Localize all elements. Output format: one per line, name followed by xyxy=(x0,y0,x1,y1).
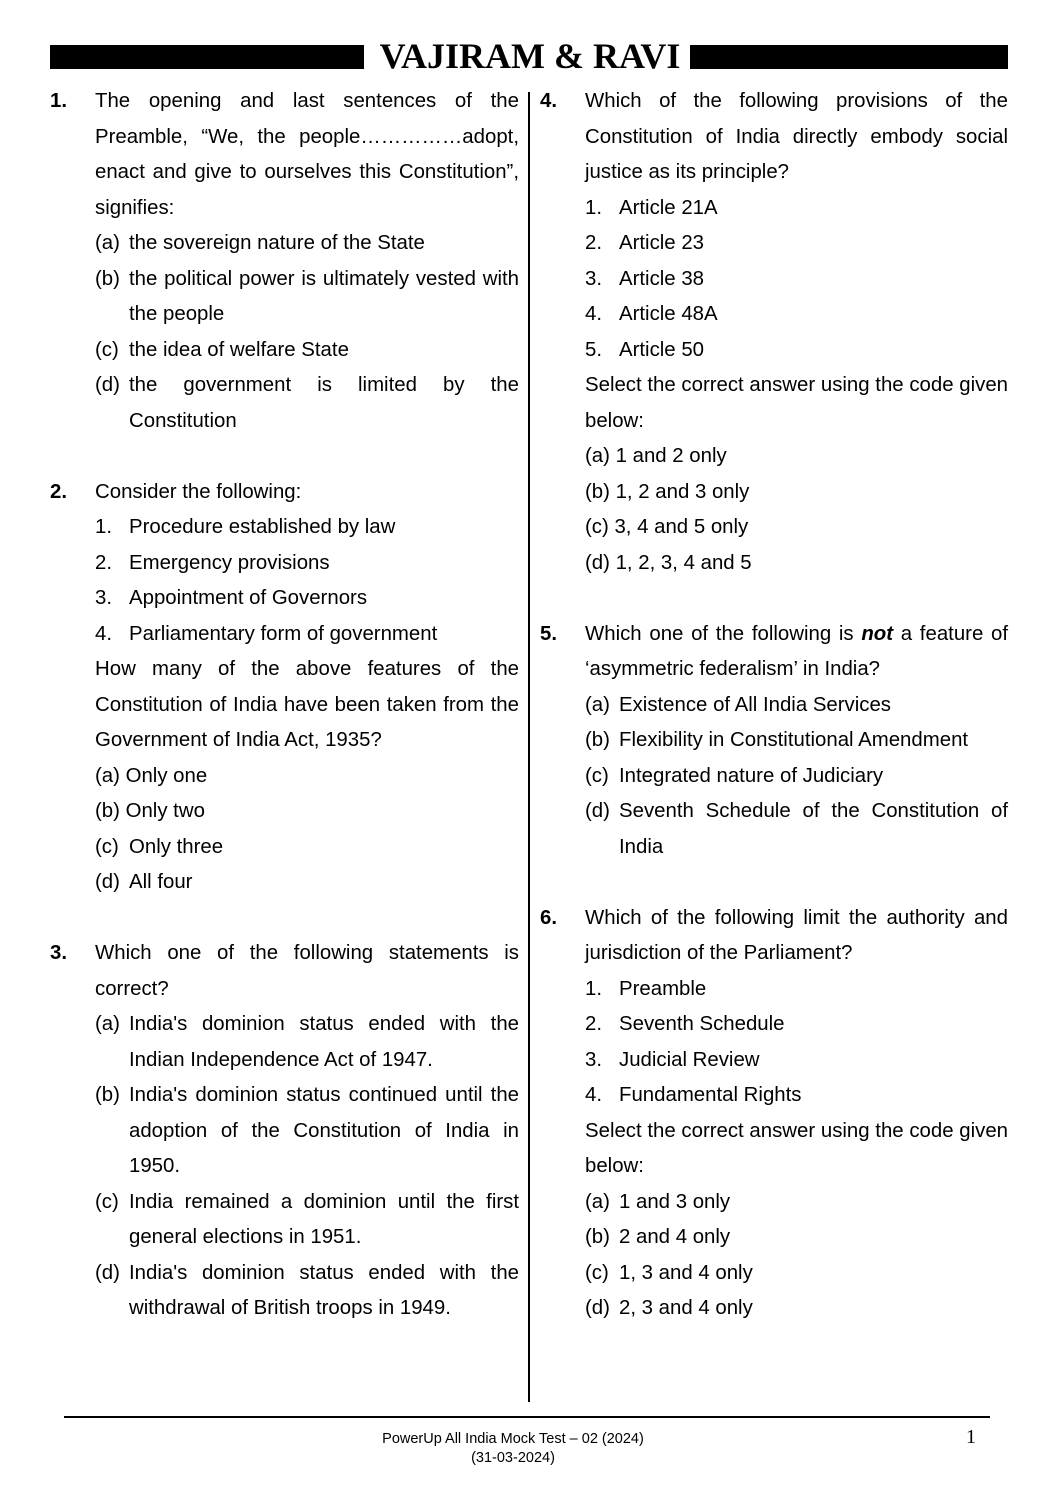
question-3 xyxy=(50,936,519,1327)
option-text: 1, 2, 3, 4 and 5 xyxy=(615,551,752,574)
question-6 xyxy=(540,901,1008,1327)
option-mark: (a) xyxy=(585,1190,610,1213)
list-text: Article 38 xyxy=(619,267,704,290)
footer-date: (31-03-2024) xyxy=(471,1450,555,1466)
option-a xyxy=(585,688,1008,724)
option-mark: (c) xyxy=(95,835,119,858)
list-mark: 4. xyxy=(585,1084,603,1106)
list-text: Article 50 xyxy=(619,338,704,361)
option-text: India's dominion status continued until the adoption of the Constitution of India in 1950. xyxy=(129,1084,519,1177)
question-number: 3. xyxy=(50,942,68,964)
list-item xyxy=(95,581,519,617)
option-text: the political power is ultimately vested with the people xyxy=(129,267,519,325)
right-column xyxy=(540,84,1008,1327)
question-number: 5. xyxy=(540,622,558,645)
list-text: Article 48A xyxy=(619,303,718,325)
option-d xyxy=(585,1291,1008,1327)
option-text: the sovereign nature of the State xyxy=(129,232,425,254)
list-mark: 1. xyxy=(95,516,113,538)
list-text: Procedure established by law xyxy=(129,516,396,538)
question-1 xyxy=(50,84,519,439)
question-number: 1. xyxy=(50,90,68,112)
list-mark: 2. xyxy=(585,1013,603,1035)
list-item xyxy=(95,510,519,546)
list-item xyxy=(585,226,1008,262)
option-b xyxy=(95,1078,519,1185)
header-bar-right xyxy=(690,45,1008,69)
option-mark: (a) xyxy=(585,445,610,467)
option-c xyxy=(585,759,1008,795)
option-a xyxy=(95,226,519,262)
question-text-emphasis: not xyxy=(861,622,894,645)
option-mark: (b) xyxy=(95,267,120,290)
list-text: Seventh Schedule xyxy=(619,1013,785,1035)
list-text: Article 23 xyxy=(619,232,704,254)
option-text: India remained a dominion until the first general elections in 1951. xyxy=(129,1190,519,1248)
page-header xyxy=(50,36,1008,76)
option-d xyxy=(585,794,1008,865)
option-a xyxy=(95,1007,519,1078)
option-mark: (c) xyxy=(585,1261,609,1284)
list-mark: 5. xyxy=(585,338,603,361)
option-text: Only three xyxy=(129,835,224,858)
option-text: All four xyxy=(129,871,193,893)
option-c xyxy=(95,1185,519,1256)
list-item xyxy=(585,1043,1008,1079)
option-mark: (d) xyxy=(585,551,610,574)
list-item xyxy=(585,972,1008,1008)
list-item xyxy=(95,617,519,653)
option-text: 2 and 4 only xyxy=(619,1226,731,1248)
option-mark: (a) xyxy=(95,1013,120,1035)
footer-rule xyxy=(64,1416,990,1418)
list-text: Fundamental Rights xyxy=(619,1084,802,1106)
left-column xyxy=(50,84,519,1327)
option-mark: (b) xyxy=(585,729,610,751)
option-text: India's dominion status ended with the withdrawal of British troops in 1949. xyxy=(129,1261,519,1319)
page-number: 1 xyxy=(966,1426,976,1448)
option-mark: (a) xyxy=(95,764,120,787)
list-item xyxy=(585,1078,1008,1114)
list-text: Judicial Review xyxy=(619,1048,760,1071)
option-a xyxy=(585,1185,1008,1221)
list-mark: 3. xyxy=(95,587,113,609)
list-mark: 1. xyxy=(585,977,603,1000)
question-stem: Select the correct answer using the code given below: xyxy=(585,1119,1008,1177)
list-mark: 4. xyxy=(585,303,603,325)
option-mark: (c) xyxy=(585,764,609,787)
option-b xyxy=(585,1220,1008,1256)
header-bar-left xyxy=(50,45,364,69)
option-text: India's dominion status ended with the Indian Independence Act of 1947. xyxy=(129,1013,519,1071)
footer-title: PowerUp All India Mock Test – 02 (2024) xyxy=(382,1431,644,1447)
option-b xyxy=(95,794,519,830)
option-mark: (d) xyxy=(95,871,120,893)
option-text: the government is limited by the Constitution xyxy=(129,374,519,432)
option-b xyxy=(95,262,519,333)
option-mark: (a) xyxy=(585,693,610,716)
option-a xyxy=(95,759,519,795)
list-text: Preamble xyxy=(619,977,707,1000)
question-stem: Select the correct answer using the code given below: xyxy=(585,374,1008,432)
question-number: 4. xyxy=(540,90,558,112)
option-text: 1, 3 and 4 only xyxy=(619,1261,753,1284)
option-c xyxy=(585,510,1008,546)
option-text: Seventh Schedule of the Constitution of India xyxy=(619,800,1008,858)
option-text: Only two xyxy=(125,800,205,822)
list-item xyxy=(95,546,519,582)
list-mark: 3. xyxy=(585,267,603,290)
list-mark: 2. xyxy=(95,551,113,574)
question-5 xyxy=(540,617,1008,866)
list-item xyxy=(585,191,1008,227)
option-mark: (d) xyxy=(585,1297,610,1319)
option-c xyxy=(95,333,519,369)
option-text: Flexibility in Constitutional Amendment xyxy=(619,729,969,751)
question-text-before: Which one of the following is xyxy=(585,622,854,645)
option-d xyxy=(95,368,519,439)
question-4 xyxy=(540,84,1008,581)
option-mark: (c) xyxy=(95,338,119,361)
question-text: Consider the following: xyxy=(95,480,302,503)
list-text: Appointment of Governors xyxy=(129,587,368,609)
question-number: 6. xyxy=(540,906,558,929)
option-mark: (b) xyxy=(585,1226,610,1248)
question-text-after: a feature of ‘asymmetric federalism’ in India? xyxy=(585,622,1009,680)
option-mark: (c) xyxy=(585,516,609,538)
list-mark: 3. xyxy=(585,1048,603,1071)
question-text: Which of the following provisions of the Constitution of India directly embody social justice as its principle? xyxy=(585,90,1008,183)
list-item xyxy=(585,1007,1008,1043)
option-text: 1 and 3 only xyxy=(619,1190,731,1213)
option-d xyxy=(95,865,519,901)
option-text: the idea of welfare State xyxy=(129,338,349,361)
list-text: Emergency provisions xyxy=(129,551,330,574)
option-a xyxy=(585,439,1008,475)
option-text: 3, 4 and 5 only xyxy=(614,516,749,538)
option-text: 1, 2 and 3 only xyxy=(615,480,750,503)
list-item xyxy=(585,262,1008,298)
question-text xyxy=(585,617,1008,688)
brand-title: VAJIRAM & RAVI xyxy=(379,36,681,76)
option-mark: (b) xyxy=(95,1084,120,1106)
list-item xyxy=(585,333,1008,369)
question-text: The opening and last sentences of the Preamble, “We, the people……………adopt, enact and give to ourselves this Constitution”, signifies: xyxy=(95,90,519,219)
question-text: Which one of the following statements is correct? xyxy=(95,942,519,1000)
option-text: Only one xyxy=(125,764,208,787)
question-number: 2. xyxy=(50,480,68,503)
option-mark: (c) xyxy=(95,1190,119,1213)
option-b xyxy=(585,475,1008,511)
question-2 xyxy=(50,475,519,901)
list-item xyxy=(585,297,1008,333)
list-mark: 1. xyxy=(585,196,603,219)
list-text: Parliamentary form of government xyxy=(129,622,438,645)
list-text: Article 21A xyxy=(619,196,718,219)
question-stem: How many of the above features of the Constitution of India have been taken from the Government of India Act, 1935? xyxy=(95,658,519,751)
option-mark: (d) xyxy=(95,374,120,396)
option-text: 1 and 2 only xyxy=(615,445,727,467)
option-d xyxy=(585,546,1008,582)
option-d xyxy=(95,1256,519,1327)
option-text: 2, 3 and 4 only xyxy=(619,1297,753,1319)
column-divider xyxy=(528,92,530,1402)
option-mark: (b) xyxy=(95,800,120,822)
option-mark: (b) xyxy=(585,480,610,503)
list-mark: 4. xyxy=(95,622,113,645)
option-text: Existence of All India Services xyxy=(619,693,892,716)
option-mark: (d) xyxy=(95,1261,120,1284)
option-text: Integrated nature of Judiciary xyxy=(619,764,884,787)
question-text: Which of the following limit the authority and jurisdiction of the Parliament? xyxy=(585,906,1008,964)
option-c xyxy=(585,1256,1008,1292)
option-mark: (a) xyxy=(95,232,120,254)
list-mark: 2. xyxy=(585,232,603,254)
option-b xyxy=(585,723,1008,759)
option-mark: (d) xyxy=(585,800,610,822)
option-c xyxy=(95,830,519,866)
